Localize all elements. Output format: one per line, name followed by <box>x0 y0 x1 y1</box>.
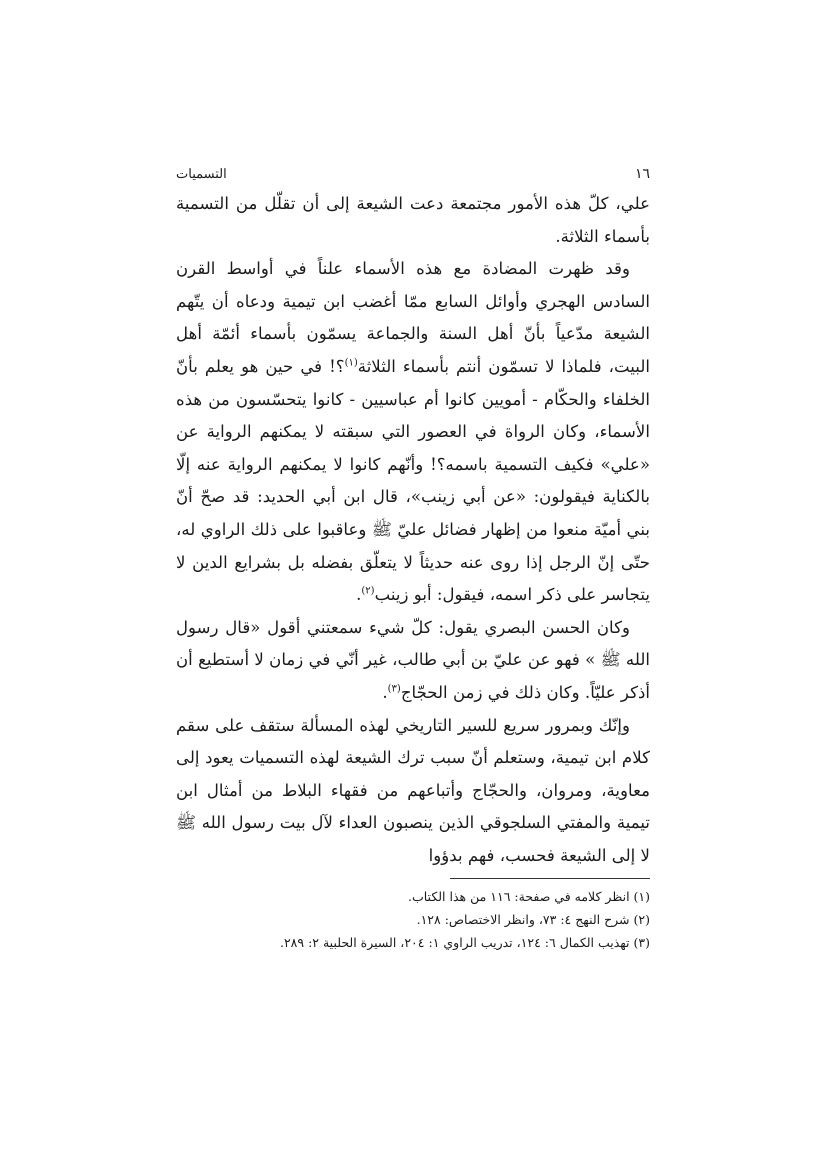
paragraph: وإنّك وبمرور سريع للسير التاريخي لهذه المسألة ستقف على سقم كلام ابن تيمية، وستعلم أنّ سبب ترك الشيعة لهذه التسميات يعود إلى معاوية، ومروان، والحجّاج وأتباعهم من فقهاء البلاط من أمثال ابن تيمية والمفتي السلجوقي الذين ينصبون العداء لآل بيت رسول الله ﷺ لا إلى الشيعة فحسب، فهم بدؤوا <box>176 715 650 865</box>
paragraph-text: . <box>356 585 362 605</box>
book-page <box>176 160 650 954</box>
footnote: (٣) تهذيب الكمال ٦: ١٢٤، تدريب الراوي ١: ٢٠٤، السيرة الحلبية ٢: ٢٨٩. <box>279 935 650 951</box>
footnote-divider <box>450 878 650 879</box>
footnote-marker[interactable]: (٢) <box>361 585 375 597</box>
main-text <box>176 188 650 872</box>
paragraph-text: وكان الحسن البصري يقول: كلّ شيء سمعتني أقول «قال رسول الله ﷺ » فهو عن عليّ بن أبي طالب، غير أنّي في زمان لا أستطيع أن أذكر عليّاً. وكان ذلك في زمن الحجّاج <box>176 617 650 702</box>
footnote-marker[interactable]: (١) <box>344 357 358 369</box>
footnotes <box>176 885 650 954</box>
section-title: التسميات <box>176 167 227 182</box>
paragraph <box>176 612 650 710</box>
paragraph: علي، كلّ هذه الأمور مجتمعة دعت الشيعة إلى أن تقلّل من التسمية بأسماء الثلاثة. <box>176 194 650 246</box>
paragraph-text: ؟! في حين هو يعلم بأنّ الخلفاء والحكّام - أمويين كانوا أم عباسيين - كانوا يتحسّسون من هذه الأسماء، وكان الرواة في العصور التي سبقته لا يمكنهم الرواية عن «علي» فكيف التسمية باسمه؟! وأنّهم كانوا لا يمكنهم الرواية عنه إلّا بالكناية فيقولون: «عن أبي زينب»، قال ابن أبي الحديد: قد صحّ أنّ بني أميّة منعوا من إظهار فضائل عليّ ﷺ وعاقبوا على ذلك الراوي له، حتّى إنّ الرجل إذا روى عنه حديثاً لا يتعلّق بفضله بل بشرايع الدين لا يتجاسر على ذكر اسمه، فيقول: أبو زينب <box>176 356 650 605</box>
paragraph-text: وقد ظهرت المضادة مع هذه الأسماء علناً في أواسط القرن السادس الهجري وأوائل السابع ممّا أغضب ابن تيمية ودعاه أن يتّهم الشيعة مدّعياً بأنّ أهل السنة والجماعة يسمّون بأسماء أئمّة أهل البيت، فلماذا لا تسمّون أنتم بأسماء الثلاثة <box>176 259 650 376</box>
paragraph-text: . <box>382 682 388 702</box>
running-head <box>176 160 650 188</box>
footnote-marker[interactable]: (٣) <box>387 683 401 695</box>
page-number: ١٦ <box>634 166 650 182</box>
footnote: (١) انظر كلامه في صفحة: ١١٦ من هذا الكتاب. <box>408 889 650 905</box>
footnote: (٢) شرح النهج ٤: ٧٣، وانظر الاختصاص: ١٢٨. <box>416 912 650 928</box>
paragraph <box>176 253 650 612</box>
